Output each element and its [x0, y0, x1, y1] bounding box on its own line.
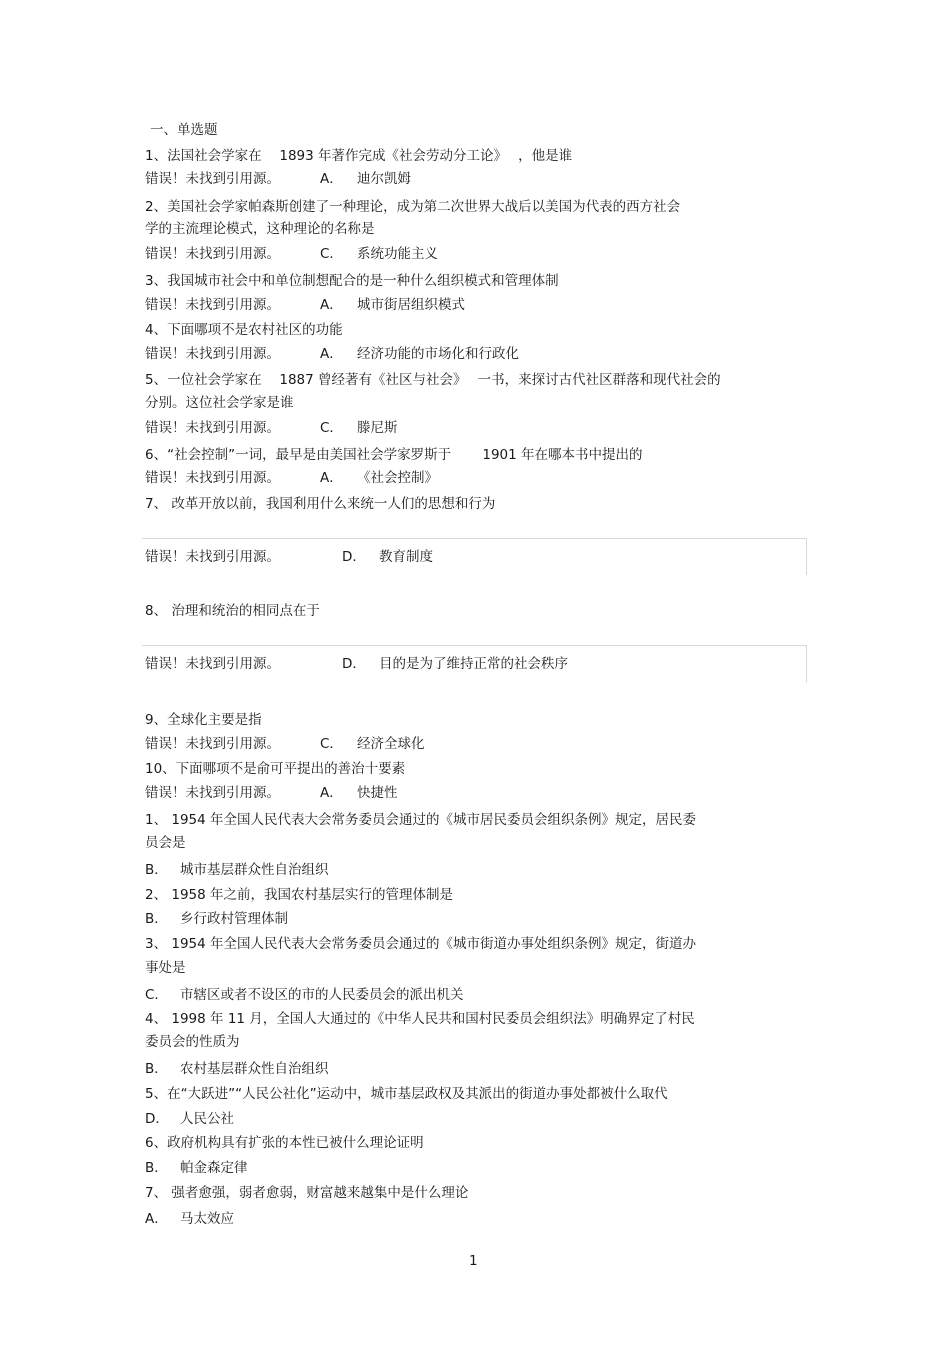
question-line: 事处是	[145, 960, 186, 976]
option-letter: A．	[145, 1211, 168, 1227]
question-line: 1、 1954 年全国人民代表大会常务委员会通过的《城市居民委员会组织条例》规定，居民委	[145, 812, 697, 828]
question-line: 6、“社会控制”一词，最早是由美国社会学家罗斯于 1901 年在哪本书中提出的	[145, 447, 643, 463]
question-line: 9、全球化主要是指	[145, 712, 262, 728]
question-line: 7、 改革开放以前，我国利用什么来统一人们的思想和行为	[145, 496, 496, 512]
option-letter: B．	[145, 1160, 168, 1176]
question-line: 3、我国城市社会中和单位制想配合的是一种什么组织模式和管理体制	[145, 273, 559, 289]
answer-text: 《社会控制》	[357, 470, 438, 486]
option-letter: C．	[320, 246, 343, 262]
question-line: 委员会的性质为	[145, 1034, 240, 1050]
question-line: 2、 1958 年之前，我国农村基层实行的管理体制是	[145, 887, 454, 903]
option-letter: B．	[145, 862, 168, 878]
error-text: 错误！未找到引用源。	[145, 171, 280, 187]
option-letter: A．	[320, 297, 343, 313]
option-letter: D．	[145, 1111, 169, 1127]
option-letter: D．	[342, 549, 366, 565]
answer-text: 迪尔凯姆	[357, 171, 411, 187]
question-line: 7、 强者愈强，弱者愈弱，财富越来越集中是什么理论	[145, 1185, 469, 1201]
error-text: 错误！未找到引用源。	[145, 549, 280, 565]
error-text: 错误！未找到引用源。	[145, 470, 280, 486]
answer-text: 经济全球化	[357, 736, 425, 752]
answer-text: 快捷性	[357, 785, 398, 801]
question-line: 学的主流理论模式，这种理论的名称是	[145, 221, 375, 237]
answer-text: 城市基层群众性自治组织	[180, 862, 329, 878]
error-text: 错误！未找到引用源。	[145, 420, 280, 436]
option-letter: C．	[320, 420, 343, 436]
page-number: 1	[469, 1253, 478, 1269]
answer-text: 滕尼斯	[357, 420, 398, 436]
answer-text: 农村基层群众性自治组织	[180, 1061, 329, 1077]
answer-text: 市辖区或者不设区的市的人民委员会的派出机关	[180, 987, 464, 1003]
option-letter: C．	[145, 987, 168, 1003]
answer-text: 城市街居组织模式	[357, 297, 465, 313]
error-text: 错误！未找到引用源。	[145, 246, 280, 262]
question-line: 分别。这位社会学家是谁	[145, 395, 294, 411]
error-text: 错误！未找到引用源。	[145, 297, 280, 313]
section-title: 一、单选题	[150, 122, 218, 138]
error-text: 错误！未找到引用源。	[145, 656, 280, 672]
question-line: 2、美国社会学家帕森斯创建了一种理论，成为第二次世界大战后以美国为代表的西方社会	[145, 199, 681, 215]
question-line: 5、在“大跃进”“人民公社化”运动中，城市基层政权及其派出的街道办事处都被什么取代	[145, 1086, 668, 1102]
error-text: 错误！未找到引用源。	[145, 346, 280, 362]
answer-text: 马太效应	[180, 1211, 234, 1227]
question-line: 10、下面哪项不是俞可平提出的善治十要素	[145, 761, 406, 777]
question-line: 1、法国社会学家在 1893 年著作完成《社会劳动分工论》 ，他是谁	[145, 148, 573, 164]
question-line: 6、政府机构具有扩张的本性已被什么理论证明	[145, 1135, 424, 1151]
option-letter: A．	[320, 346, 343, 362]
answer-text: 经济功能的市场化和行政化	[357, 346, 519, 362]
answer-text: 人民公社	[180, 1111, 234, 1127]
answer-text: 教育制度	[379, 549, 433, 565]
question-line: 员会是	[145, 835, 186, 851]
option-letter: C．	[320, 736, 343, 752]
option-letter: B．	[145, 1061, 168, 1077]
option-letter: B．	[145, 911, 168, 927]
question-line: 4、 1998 年 11 月，全国人大通过的《中华人民共和国村民委员会组织法》明确界定了村民	[145, 1011, 695, 1027]
error-text: 错误！未找到引用源。	[145, 785, 280, 801]
question-line: 5、一位社会学家在 1887 曾经著有《社区与社会》 一书，来探讨古代社区群落和现代社会的	[145, 372, 721, 388]
question-line: 4、下面哪项不是农村社区的功能	[145, 322, 343, 338]
option-letter: D．	[342, 656, 366, 672]
answer-text: 帕金森定律	[180, 1160, 248, 1176]
option-letter: A．	[320, 171, 343, 187]
answer-text: 目的是为了维持正常的社会秩序	[379, 656, 568, 672]
option-letter: A．	[320, 470, 343, 486]
question-line: 3、 1954 年全国人民代表大会常务委员会通过的《城市街道办事处组织条例》规定，街道办	[145, 936, 697, 952]
question-line: 8、 治理和统治的相同点在于	[145, 603, 320, 619]
answer-text: 系统功能主义	[357, 246, 438, 262]
answer-text: 乡行政村管理体制	[180, 911, 288, 927]
option-letter: A．	[320, 785, 343, 801]
error-text: 错误！未找到引用源。	[145, 736, 280, 752]
